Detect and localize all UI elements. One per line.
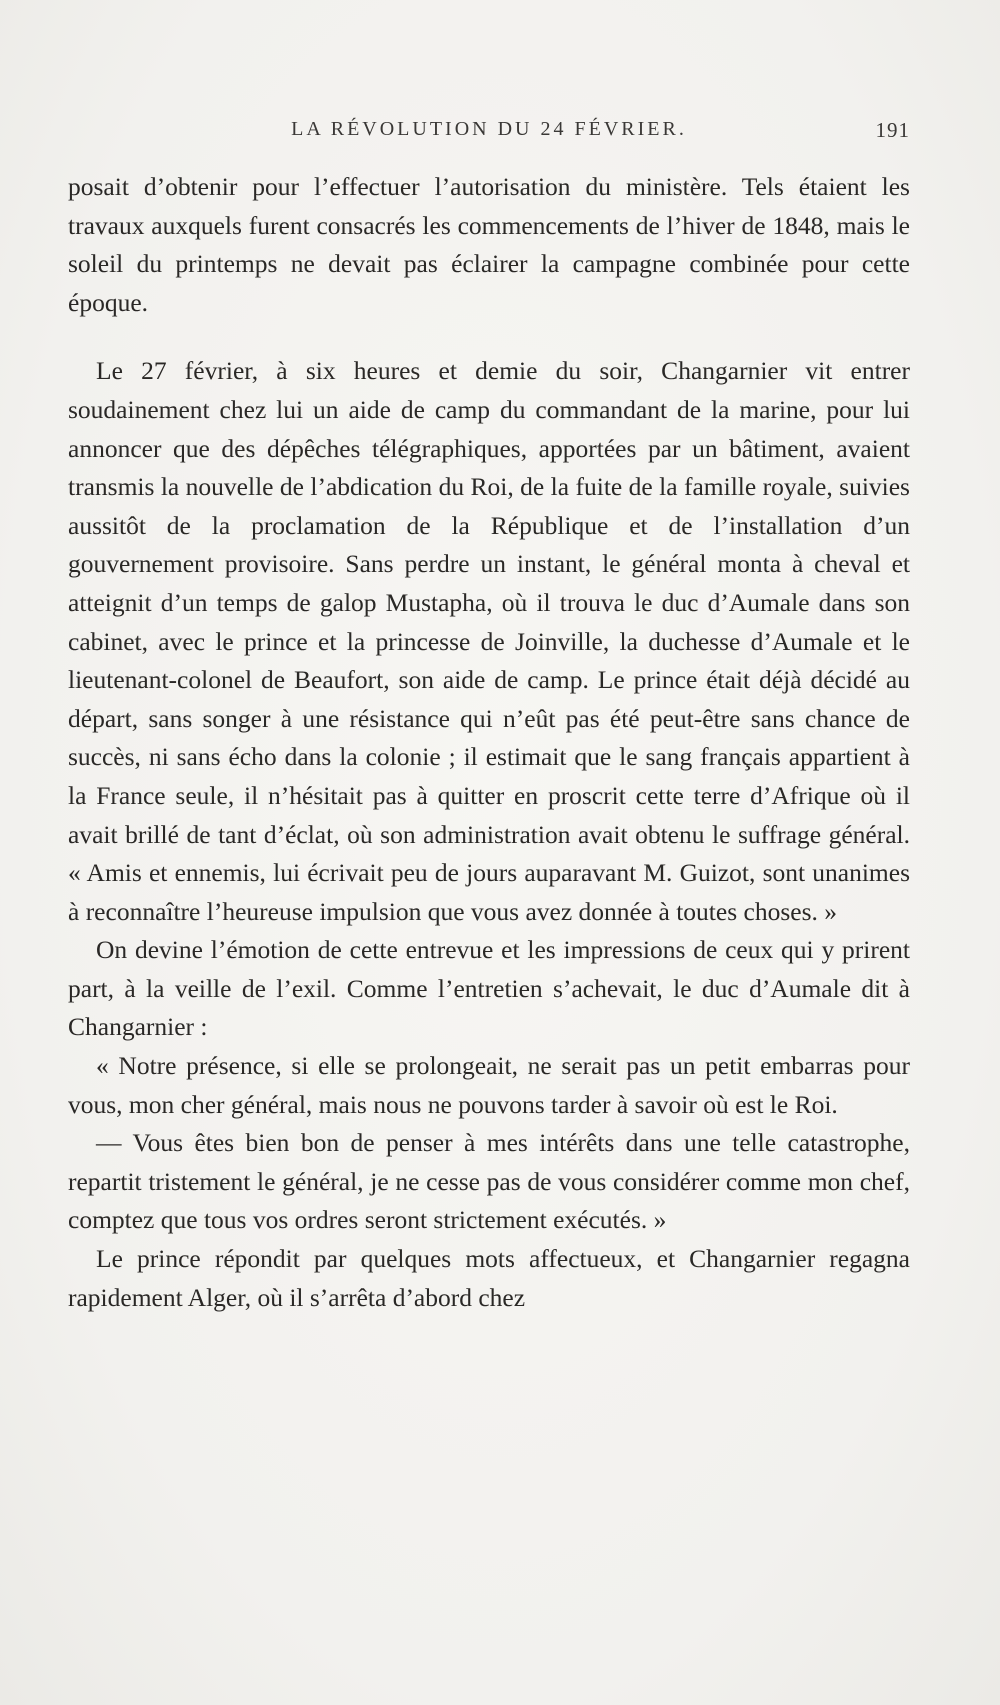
body-text bbox=[68, 168, 910, 1317]
page-number: 191 bbox=[875, 118, 910, 142]
paragraph-news-of-abdication: Le 27 février, à six heures et demie du soir, Changarnier vit entrer soudainement chez lui un aide de camp du commandant de la marine, pour lui annoncer que des dépêches télégraphiques, apportées par un bâtiment, avaient transmis la nouvelle de l’abdication du Roi, de la fuite de la famille royale, suivies aussitôt de la proclamation de la République et de l’installation d’un gouvernement provisoire. Sans perdre un instant, le général monta à cheval et atteignit d’un temps de galop Mustapha, où il trouva le duc d’Aumale dans son cabinet, avec le prince et la princesse de Joinville, la duchesse d’Aumale et le lieutenant-colonel de Beaufort, son aide de camp. Le prince était déjà décidé au départ, sans songer à une résistance qui n’eût pas été peut-être sans chance de succès, ni sans écho dans la colonie ; il estimait que le sang français appartient à la France seule, il n’hésitait pas à quitter en proscrit cette terre d’Afrique où il avait brillé de tant d’éclat, où son administration avait obtenu le suffrage général. « Amis et ennemis, lui écrivait peu de jours auparavant M. Guizot, sont unanimes à reconnaître l’heureuse impulsion que vous avez donnée à toutes choses. » bbox=[68, 356, 910, 926]
paragraph-continuation: posait d’obtenir pour l’effectuer l’autorisation du ministère. Tels étaient les travaux auxquels furent consacrés les commencements de l’hiver de 1848, mais le soleil du printemps ne devait pas éclairer la campagne combinée pour cette époque. bbox=[68, 172, 910, 317]
paragraph-duke-quote: « Notre présence, si elle se prolongeait, ne serait pas un petit embarras pour vous, mon cher général, mais nous ne pouvons tarder à savoir où est le Roi. bbox=[68, 1051, 910, 1119]
paragraph-prince-response: Le prince répondit par quelques mots affectueux, et Changarnier regagna rapidement Alger, où il s’arrêta d’abord chez bbox=[68, 1244, 910, 1312]
paragraph-general-reply: — Vous êtes bien bon de penser à mes intérêts dans une telle catastrophe, repartit tristement le général, je ne cesse pas de vous considérer comme mon chef, comptez que tous vos ordres seront strictement exécutés. » bbox=[68, 1128, 910, 1235]
running-head bbox=[68, 118, 910, 148]
running-title: LA RÉVOLUTION DU 24 FÉVRIER. bbox=[291, 118, 687, 140]
paragraph-gap bbox=[68, 322, 910, 352]
paragraph-emotion-of-meeting: On devine l’émotion de cette entrevue et les impressions de ceux qui y prirent part, à la veille de l’exil. Comme l’entretien s’achevait, le duc d’Aumale dit à Changarnier : bbox=[68, 935, 910, 1042]
